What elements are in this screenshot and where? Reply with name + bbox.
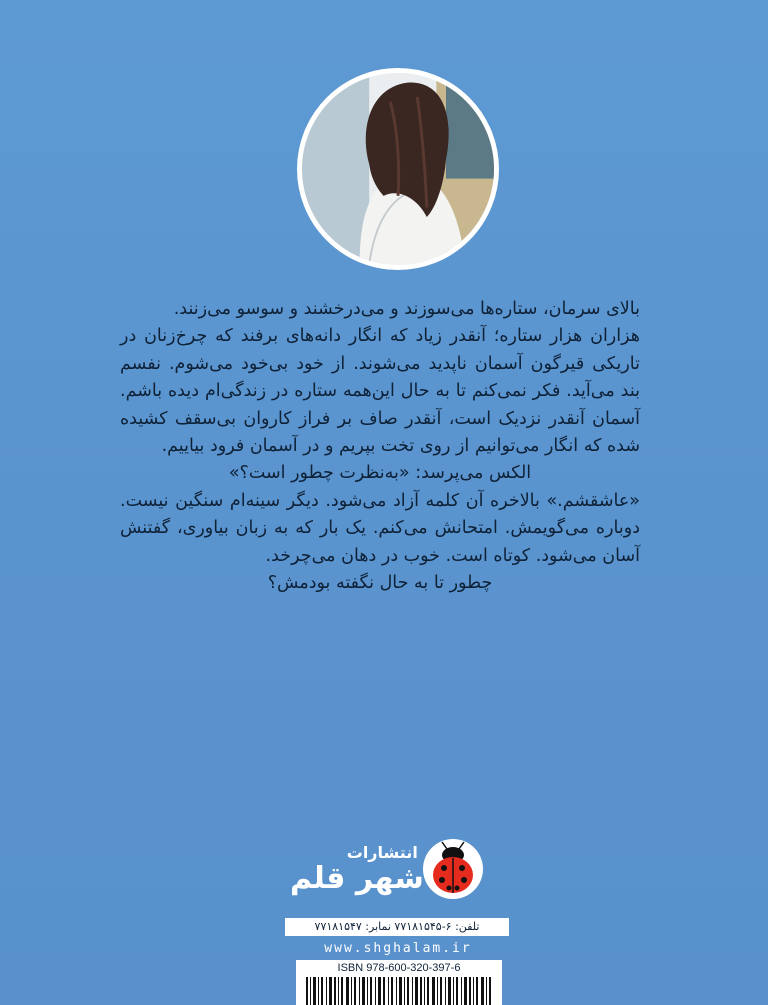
isbn-barcode-box xyxy=(296,960,502,1005)
publisher-name xyxy=(290,843,424,896)
publisher-name-line2: شهر قلم xyxy=(290,861,424,896)
publisher-name-line1: انتشارات xyxy=(346,843,418,862)
publisher-phone: تلفن: ۶-۷۷۱۸۱۵۴۵ نمابر: ۷۷۱۸۱۵۴۷ xyxy=(285,918,509,936)
blurb-paragraph: چطور تا به حال نگفته بودمش؟ xyxy=(267,573,493,594)
blurb-paragraph: بالای سرمان، ستاره‌ها می‌سوزند و می‌درخشند و سوسو می‌زنند. xyxy=(173,299,640,319)
blurb-paragraph: هزاران هزار ستاره؛ آنقدر زیاد که انگار دانه‌های برفند که چرخ‌زنان در تاریکی قیرگون آسمان ناپدید می‌شوند. از خود بی‌خود می‌شوم. نفسم بند می‌آید. فکر نمی‌کنم تا به حال این‌همه ستاره در زندگی‌ام دیده باشم. آسمان آنقدر نزدیک است، آنقدر صاف بر فراز کاروان بی‌سقف کشیده شده که انگار می‌توانیم از روی تخت بپریم و در آسمان فرود بیاییم. xyxy=(120,326,640,457)
publisher-logo xyxy=(280,838,500,918)
portrait-illustration xyxy=(302,73,494,265)
ladybug-icon xyxy=(422,838,484,900)
barcode-graphic xyxy=(304,977,494,1005)
blurb-paragraph: «عاشقشم.» بالاخره آن کلمه آزاد می‌شود. دیگر سینه‌ام سنگین نیست. دوباره می‌گویمش. امتحانش می‌کنم. یک بار که به زبان بیاوری، گفتنش آسان می‌شود. کوتاه است. خوب در دهان می‌چرخد. xyxy=(120,490,640,566)
blurb-text xyxy=(120,296,640,597)
cover-portrait-image xyxy=(297,68,499,270)
isbn-number: ISBN 978-600-320-397-6 xyxy=(337,962,461,974)
blurb-paragraph: الکس می‌پرسد: «به‌نظرت چطور است؟» xyxy=(228,463,532,484)
publisher-website: www.shghalam.ir xyxy=(324,941,472,956)
